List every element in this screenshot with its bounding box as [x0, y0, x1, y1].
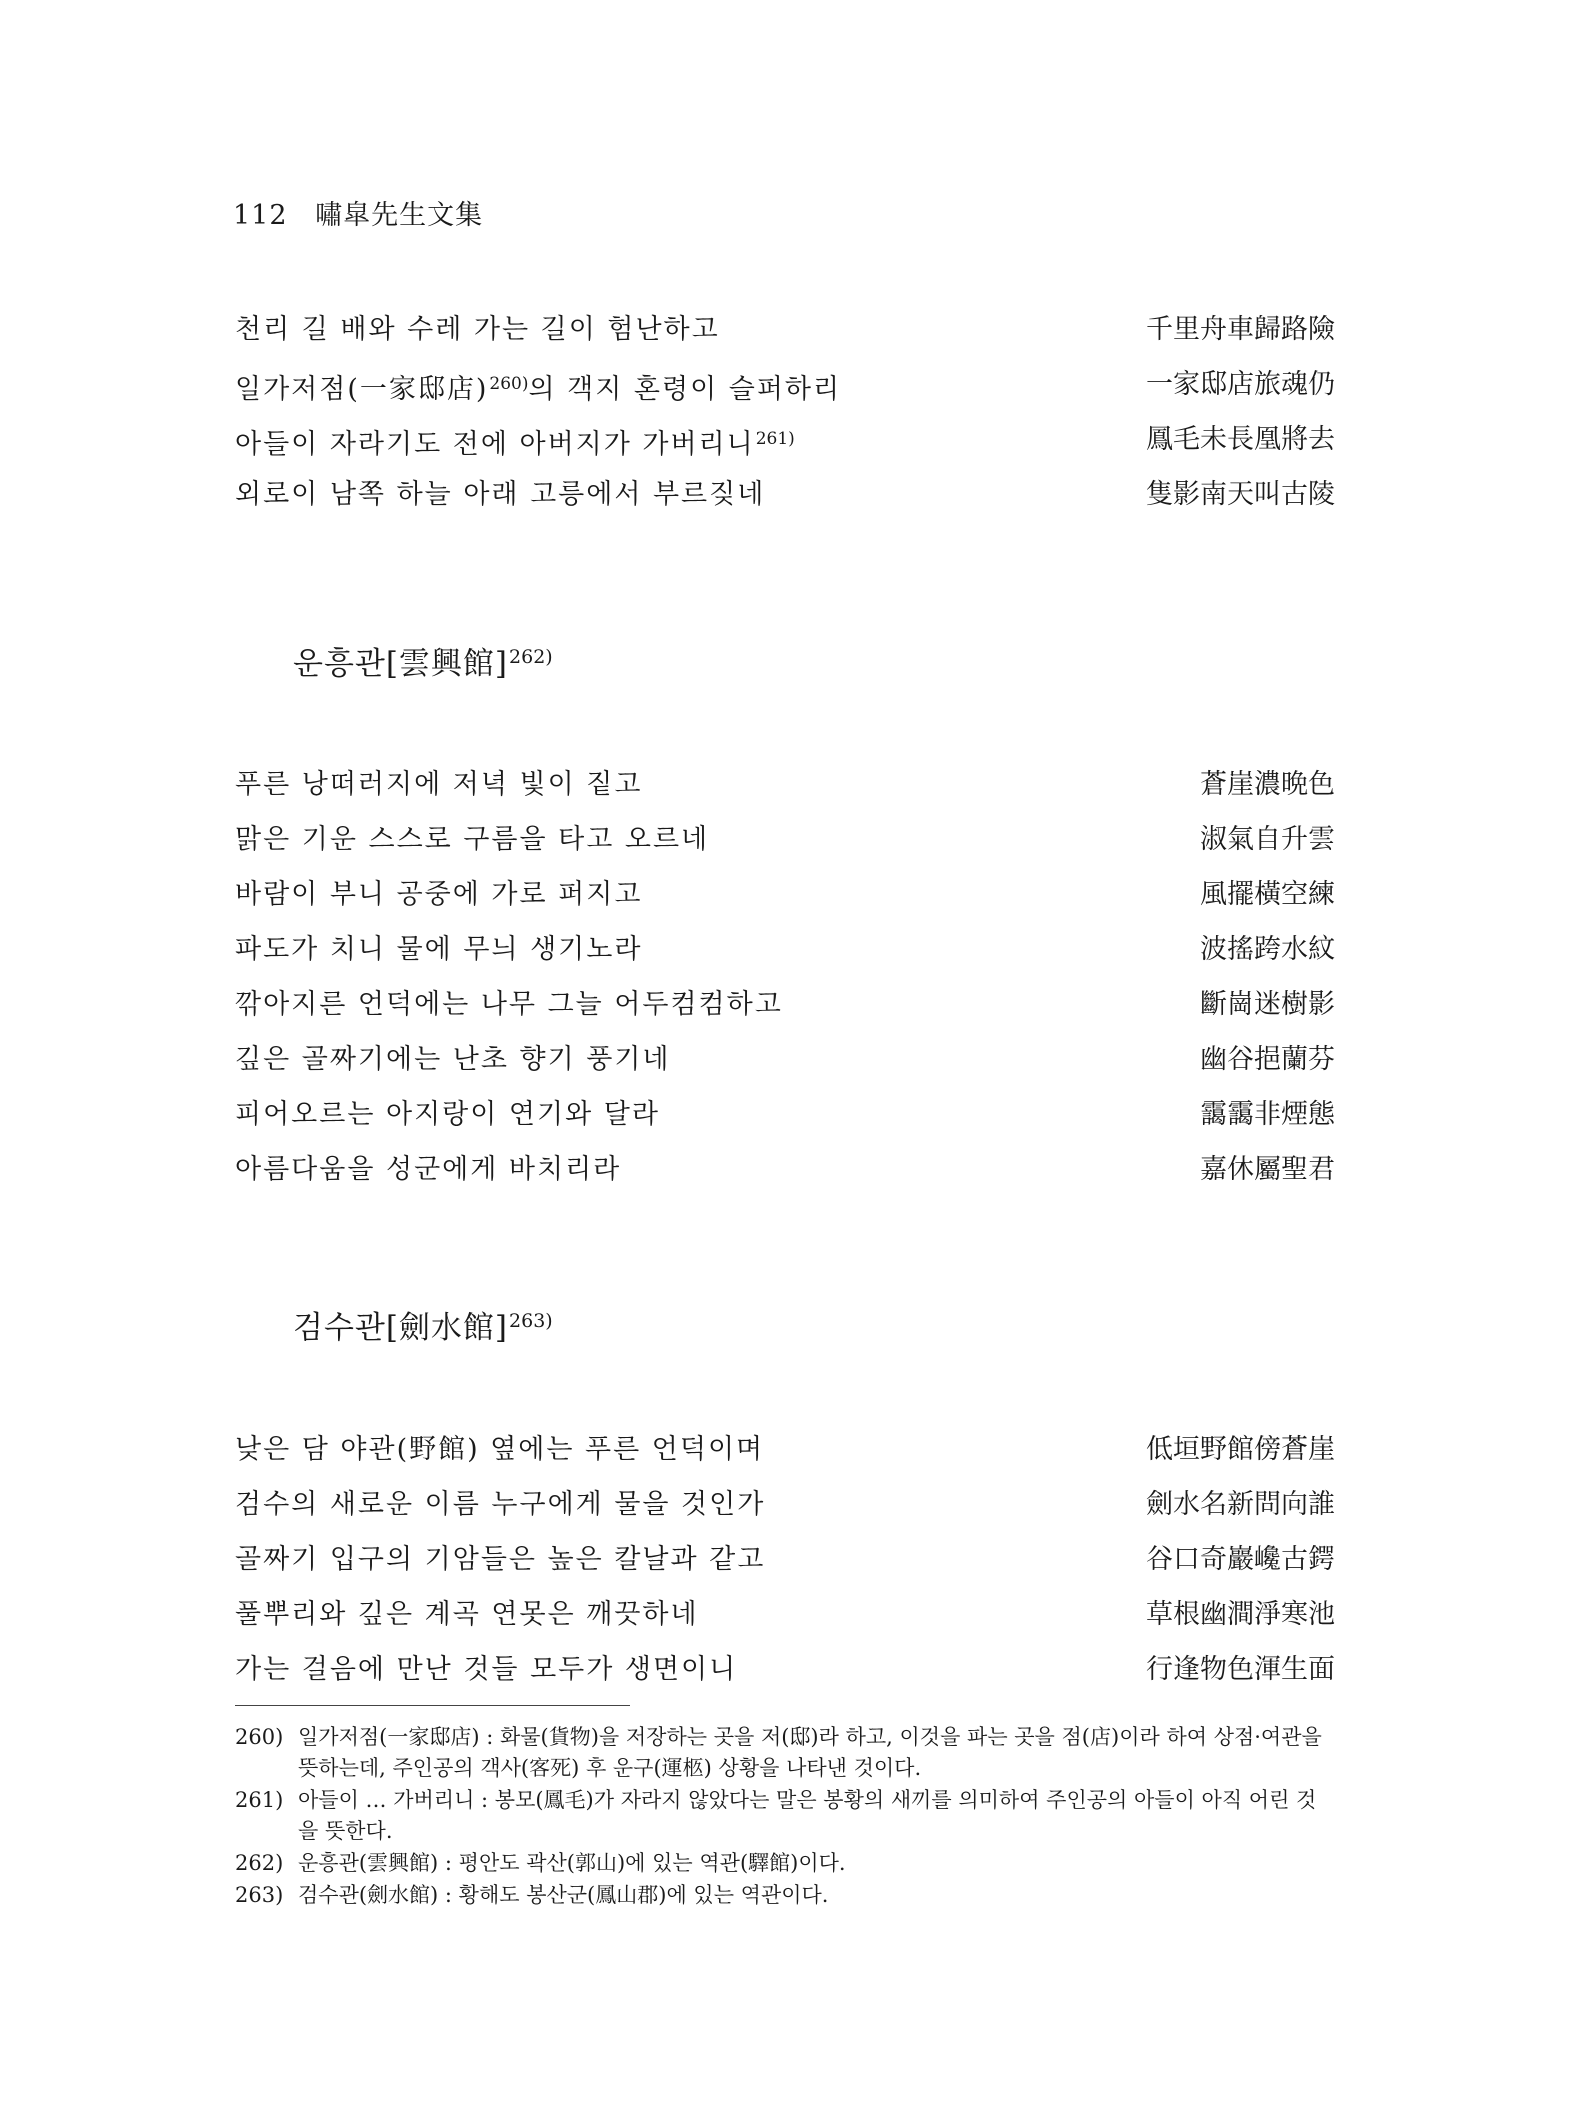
- title-text: 검수관[劍水館]: [293, 1310, 509, 1346]
- poem-line: [235, 302, 1335, 357]
- korean-line: 깊은 골짜기에는 난초 향기 풍기네: [235, 1044, 671, 1075]
- korean-line: [235, 412, 795, 472]
- poem-title-geomsu: [293, 1302, 553, 1347]
- korean-line: 푸른 낭떠러지에 저녁 빛이 짙고: [235, 769, 643, 800]
- footnote-divider: [235, 1705, 630, 1706]
- hanja-line: 隻影南天叫古陵: [1146, 479, 1335, 510]
- korean-line: 맑은 기운 스스로 구름을 타고 오르네: [235, 824, 710, 855]
- korean-line: 가는 걸음에 만난 것들 모두가 생면이니: [235, 1654, 738, 1685]
- footnote-number: 261): [235, 1788, 284, 1812]
- footnote: [235, 1785, 1335, 1847]
- poem-geomsu: [235, 1422, 1335, 1697]
- footnote-ref: 261): [755, 429, 795, 449]
- footnote-number: 262): [235, 1851, 284, 1875]
- hanja-line: 草根幽澗淨寒池: [1146, 1599, 1335, 1630]
- korean-text: 의 객지 혼령이 슬퍼하리: [528, 374, 842, 405]
- poem-line: [235, 1642, 1335, 1697]
- hanja-line: 嘉休屬聖君: [1200, 1154, 1335, 1185]
- footnote-ref: 260): [489, 374, 529, 394]
- korean-line: 낮은 담 야관(野館) 옆에는 푸른 언덕이며: [235, 1434, 765, 1465]
- hanja-line: 淑氣自升雲: [1200, 824, 1335, 855]
- poem-line: [235, 1532, 1335, 1587]
- hanja-line: 一家邸店旅魂仍: [1146, 369, 1335, 400]
- footnote-number: 263): [235, 1883, 284, 1907]
- footnotes: [235, 1722, 1335, 1912]
- hanja-line: 幽谷挹蘭芬: [1200, 1044, 1335, 1075]
- korean-line: 깎아지른 언덕에는 나무 그늘 어두컴컴하고: [235, 989, 783, 1020]
- footnote-text: 일가저점(一家邸店) : 화물(貨物)을 저장하는 곳을 저(邸)라 하고, 이것을 파는 곳을 점(店)이라 하여 상점·여관을 뜻하는데, 주인공의 객사(客死) 후 운구(運柩) 상황을 나타낸 것이다.: [298, 1725, 1322, 1780]
- page-number: 112: [233, 200, 288, 231]
- poem-line: [235, 1422, 1335, 1477]
- poem-line: [235, 1087, 1335, 1142]
- poem-line: [235, 1032, 1335, 1087]
- footnote-text: 운흥관(雲興館) : 평안도 곽산(郭山)에 있는 역관(驛館)이다.: [298, 1851, 846, 1875]
- footnote: [235, 1880, 1335, 1911]
- poem-line: [235, 357, 1335, 412]
- poem-line: [235, 977, 1335, 1032]
- poem-line: [235, 467, 1335, 522]
- footnote-text: 검수관(劍水館) : 황해도 봉산군(鳳山郡)에 있는 역관이다.: [298, 1883, 829, 1907]
- korean-text: 아들이 자라기도 전에 아버지가 가버리니: [235, 429, 755, 460]
- hanja-line: 谷口奇巖巉古鍔: [1146, 1544, 1335, 1575]
- footnote-ref: 263): [509, 1310, 553, 1332]
- footnote: [235, 1722, 1335, 1784]
- hanja-line: 靄靄非煙態: [1200, 1099, 1335, 1130]
- hanja-line: 波搖跨水紋: [1200, 934, 1335, 965]
- poem-line: [235, 1142, 1335, 1197]
- hanja-line: 劍水名新問向誰: [1146, 1489, 1335, 1520]
- hanja-line: 斷崗迷樹影: [1200, 989, 1335, 1020]
- hanja-line: 鳳毛未長凰將去: [1146, 424, 1335, 455]
- hanja-line: 蒼崖濃晩色: [1200, 769, 1335, 800]
- poem-line: [235, 1477, 1335, 1532]
- korean-line: 골짜기 입구의 기암들은 높은 칼날과 같고: [235, 1544, 766, 1575]
- korean-text: 일가저점(一家邸店): [235, 374, 489, 405]
- poem-line: [235, 812, 1335, 867]
- korean-line: 아름다움을 성군에게 바치리라: [235, 1154, 622, 1185]
- poem-line: [235, 757, 1335, 812]
- korean-line: 검수의 새로운 이름 누구에게 물을 것인가: [235, 1489, 766, 1520]
- poem-line: [235, 867, 1335, 922]
- korean-line: 피어오르는 아지랑이 연기와 달라: [235, 1099, 660, 1130]
- hanja-line: 低垣野館傍蒼崖: [1146, 1434, 1335, 1465]
- book-title: 嘯皐先生文集: [315, 200, 484, 231]
- poem-line: [235, 922, 1335, 977]
- hanja-line: 風擺橫空練: [1200, 879, 1335, 910]
- poem-continuation: [235, 302, 1335, 522]
- korean-line: 풀뿌리와 깊은 계곡 연못은 깨끗하네: [235, 1599, 699, 1630]
- footnote-text: 아들이 … 가버리니 : 봉모(鳳毛)가 자라지 않았다는 말은 봉황의 새끼를 의미하여 주인공의 아들이 아직 어린 것을 뜻한다.: [298, 1788, 1317, 1843]
- korean-line: 파도가 치니 물에 무늬 생기노라: [235, 934, 643, 965]
- poem-line: [235, 1587, 1335, 1642]
- running-header: [233, 193, 483, 232]
- korean-line: 천리 길 배와 수레 가는 길이 험난하고: [235, 314, 720, 345]
- hanja-line: 千里舟車歸路險: [1146, 314, 1335, 345]
- footnote: [235, 1848, 1335, 1879]
- hanja-line: 行逢物色渾生面: [1146, 1654, 1335, 1685]
- korean-line: 외로이 남쪽 하늘 아래 고릉에서 부르짖네: [235, 479, 766, 510]
- poem-unheung: [235, 757, 1335, 1197]
- poem-title-unheung: [293, 638, 553, 683]
- footnote-number: 260): [235, 1725, 284, 1749]
- title-text: 운흥관[雲興館]: [293, 646, 509, 682]
- poem-line: [235, 412, 1335, 467]
- korean-line: 바람이 부니 공중에 가로 퍼지고: [235, 879, 643, 910]
- korean-line: [235, 357, 841, 417]
- footnote-ref: 262): [509, 646, 553, 668]
